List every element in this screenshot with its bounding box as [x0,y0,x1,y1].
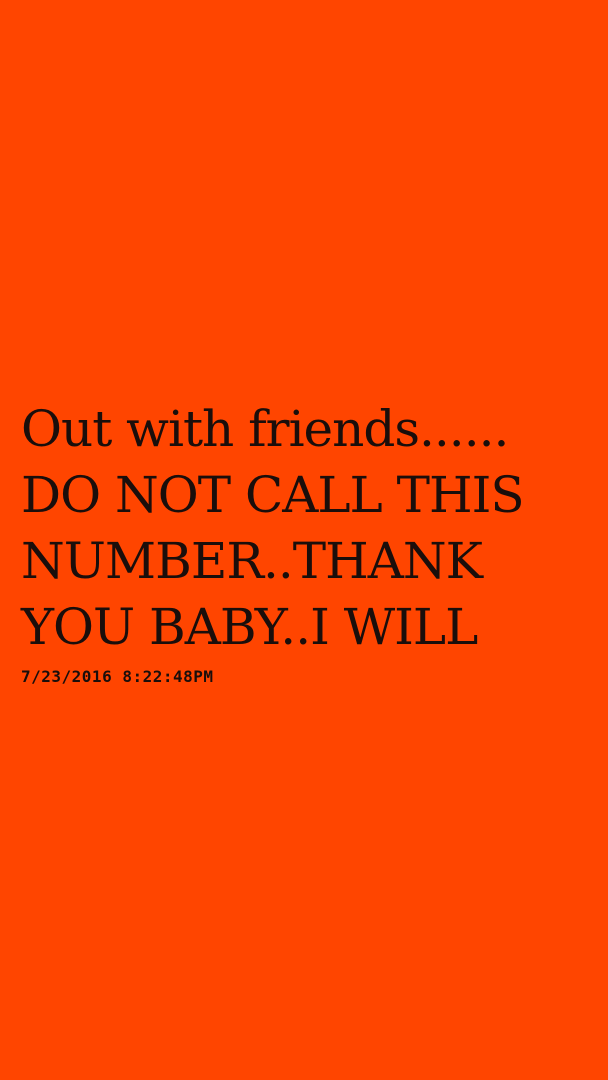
status-line-4: YOU BABY..I WILL [21,598,478,656]
status-message [21,396,591,687]
status-line-2: DO NOT CALL THIS [21,466,524,524]
status-line-1: Out with friends...... [21,400,509,458]
status-line-3: NUMBER..THANK [21,532,482,590]
status-timestamp: 7/23/2016 8:22:48PM [21,667,214,686]
